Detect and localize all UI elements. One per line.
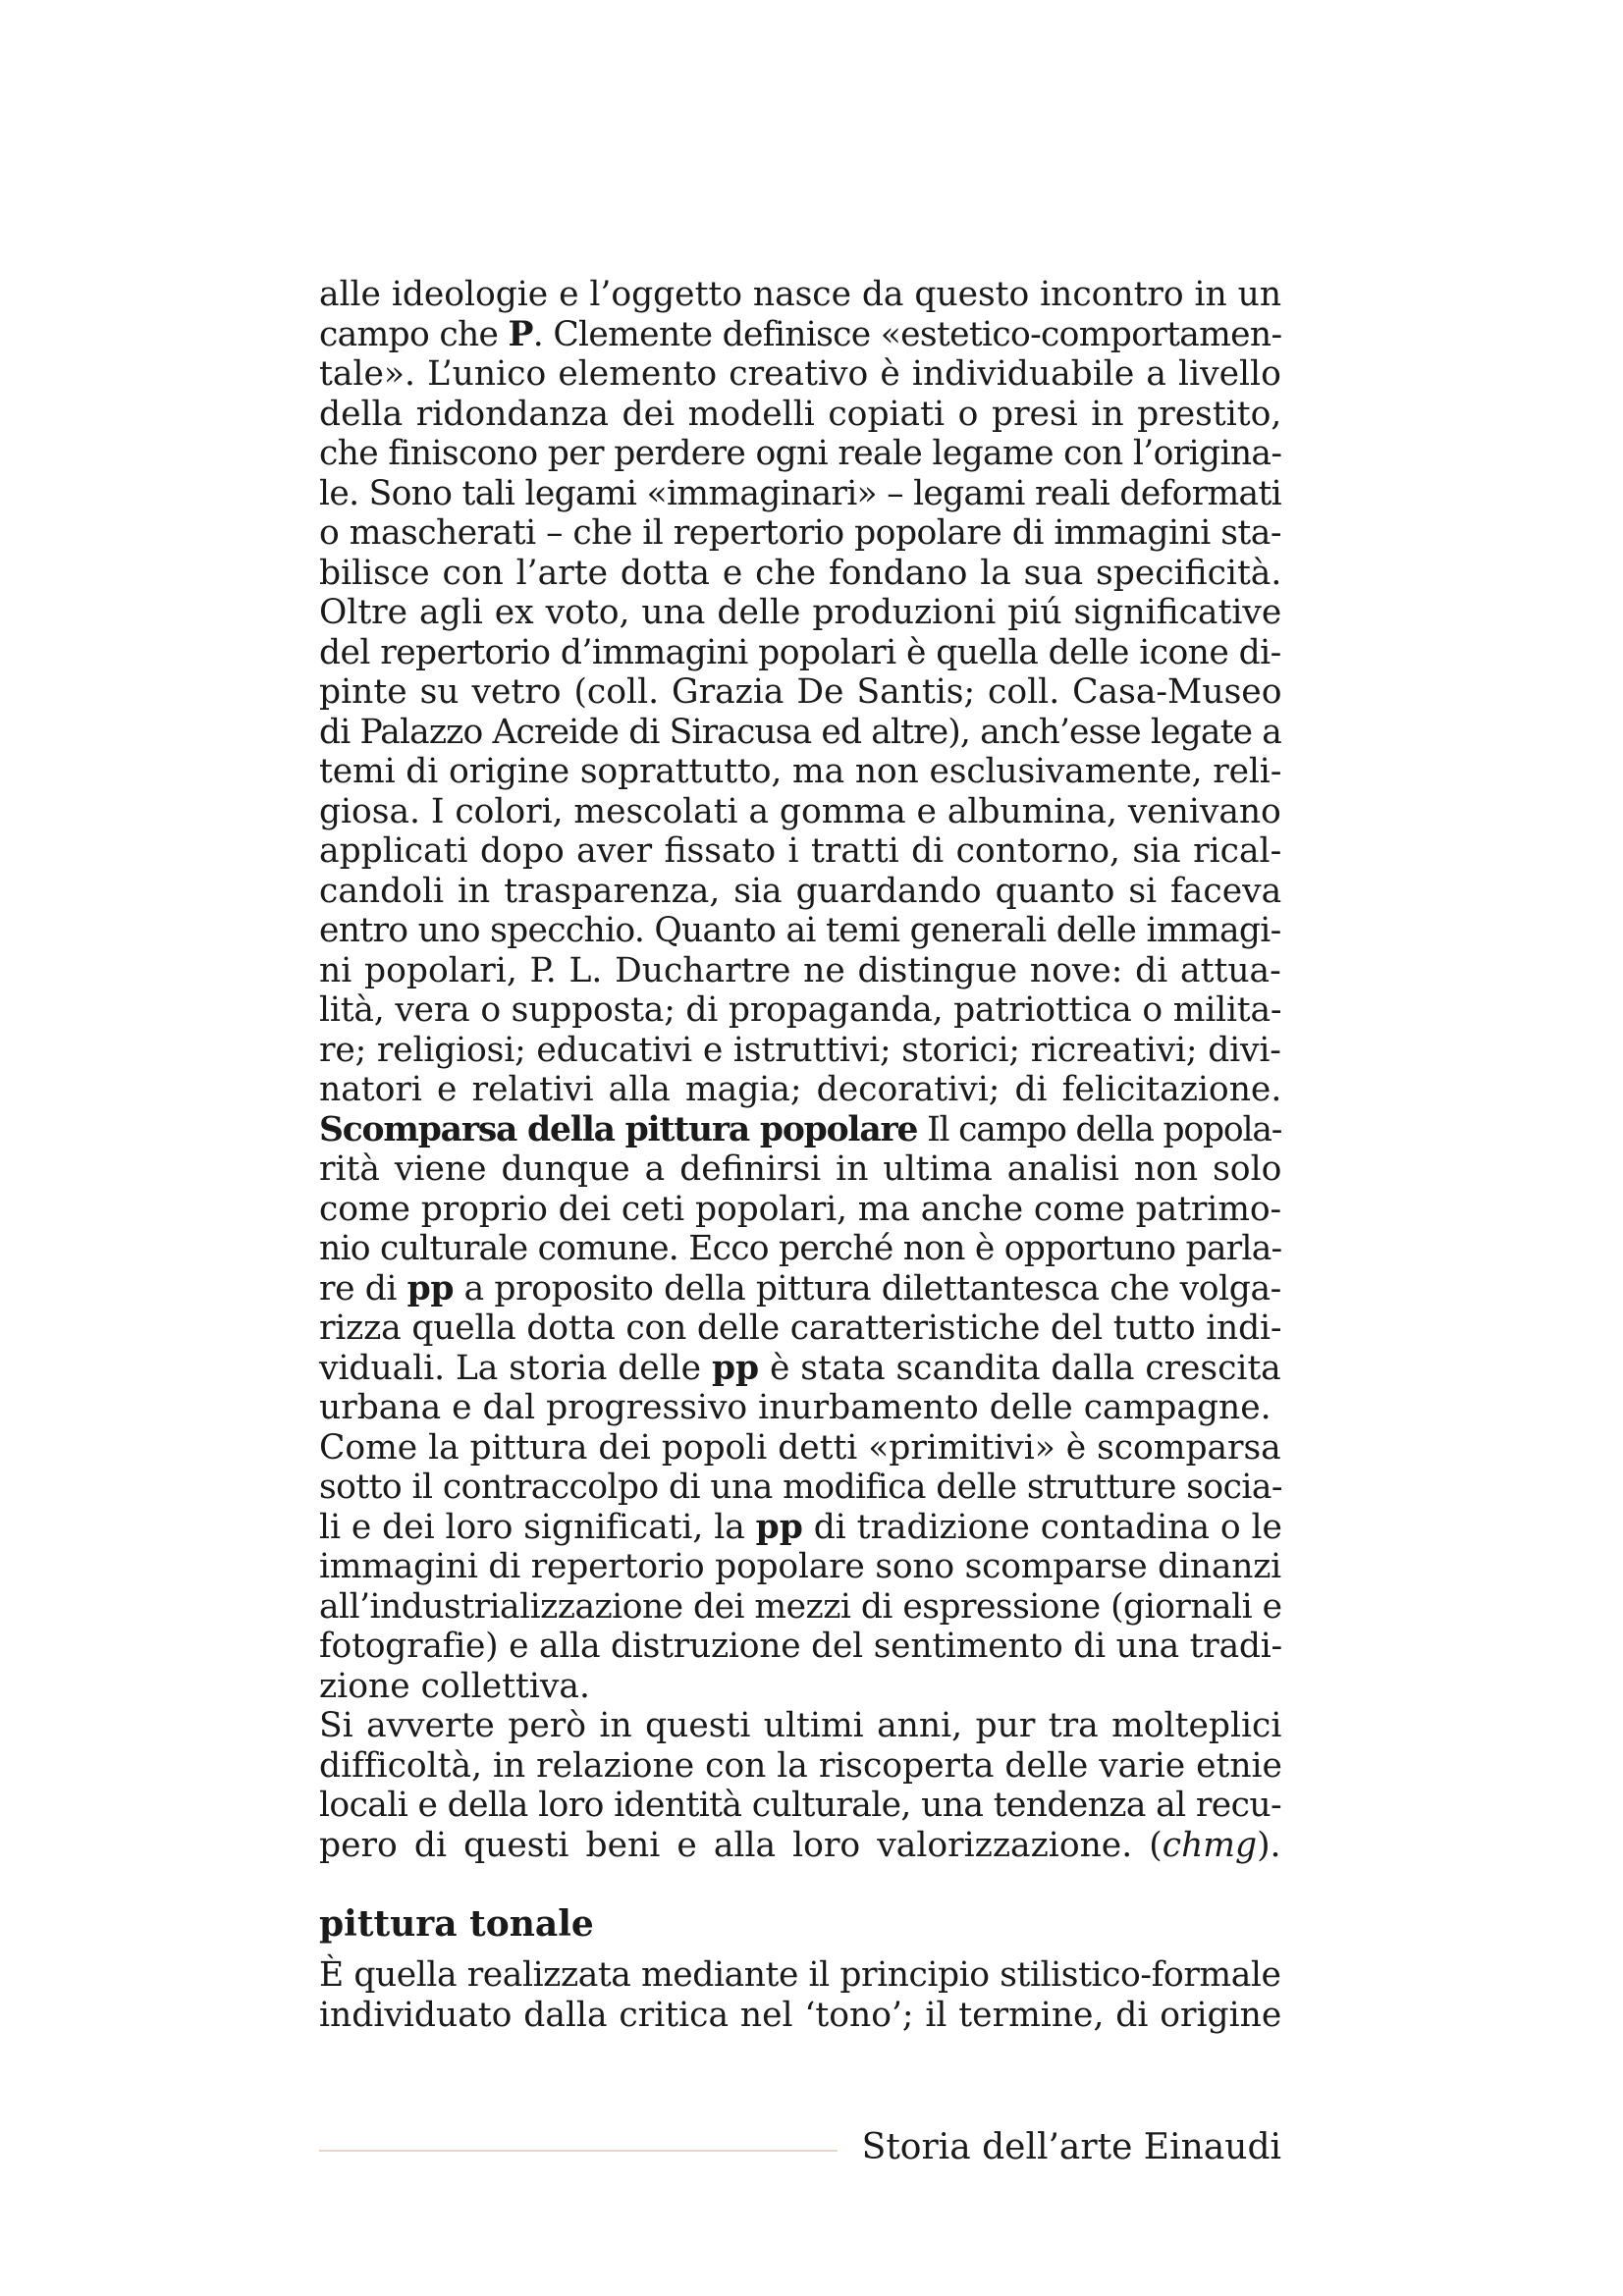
text-line: È quella realizzata mediante il principio stilistico-formale	[319, 1955, 1281, 1995]
text-line: come proprio dei ceti popolari, ma anche come patrimo-	[319, 1189, 1282, 1229]
text-line	[319, 1110, 1281, 1150]
text-line: bilisce con l’arte dotta e che fondano la sua specificità.	[319, 553, 1282, 593]
text-line: che finiscono per perdere ogni reale legame con l’origina-	[319, 434, 1282, 473]
text-run: a proposito della pittura dilettantesca che volga-	[454, 1268, 1281, 1308]
text-line	[319, 1349, 1281, 1389]
text-line: del repertorio d’immagini popolari è quella delle icone di-	[319, 632, 1281, 672]
text-run: Il campo della popola-	[917, 1109, 1282, 1149]
text-line: applicati dopo aver fissato i tratti di contorno, sia rical-	[319, 831, 1282, 871]
main-text	[319, 275, 1281, 1865]
bold-abbreviation: pp	[711, 1348, 760, 1388]
text-line: natori e relativi alla magia; decorativi; di felicitazione.	[319, 1070, 1282, 1109]
text-line: immagini di repertorio popolare sono scomparse dinanzi	[319, 1547, 1281, 1586]
footer-rule	[319, 2150, 838, 2152]
text-line: urbana e dal progressivo inurbamento delle campagne.	[319, 1388, 1271, 1427]
text-line: zione collettiva.	[319, 1666, 590, 1706]
text-line: le. Sono tali legami «immaginari» – legami reali deformati	[319, 473, 1281, 513]
bold-abbreviation: pp	[755, 1507, 803, 1547]
text-line: rizza quella dotta con delle caratteristiche del tutto indi-	[319, 1308, 1282, 1348]
bold-abbreviation: P	[508, 314, 533, 354]
text-run: li e dei loro significati, la	[319, 1507, 756, 1547]
text-line: rità viene dunque a definirsi in ultima analisi non solo	[319, 1149, 1282, 1189]
text-run: . Clemente definisce «estetico-comportamen-	[532, 314, 1282, 354]
text-line: Si avverte però in questi ultimi anni, pur tra molteplici	[319, 1706, 1282, 1745]
text-line: nio culturale comune. Ecco perché non è opportuno parla-	[319, 1229, 1282, 1268]
text-line: sotto il contraccolpo di una modifica delle strutture socia-	[319, 1468, 1282, 1507]
text-line: locali e della loro identità culturale, una tendenza al recu-	[319, 1786, 1281, 1825]
bold-abbreviation: pp	[406, 1268, 455, 1308]
section-heading: Scomparsa della pittura popolare	[319, 1109, 918, 1149]
text-line: Come la pittura dei popoli detti «primitivi» è scomparsa	[319, 1427, 1281, 1468]
text-line: re; religiosi; educativi e istruttivi; storici; ricreativi; divi-	[319, 1030, 1281, 1070]
text-line: all’industrializzazione dei mezzi di espressione (giornali e	[319, 1586, 1282, 1627]
text-line	[319, 315, 1281, 355]
text-run: è stata scandita dalla crescita	[759, 1348, 1281, 1388]
text-line	[319, 1269, 1281, 1309]
text-line: alle ideologie e l’oggetto nasce da questo incontro in un	[319, 275, 1282, 314]
text-line	[319, 1508, 1281, 1548]
text-line: tale». L’unico elemento creativo è individuabile a livello	[319, 354, 1281, 394]
text-line: o mascherati – che il repertorio popolare di immagini sta-	[319, 513, 1282, 553]
text-run: pero di questi beni e alla loro valorizzazione. (	[319, 1825, 1163, 1865]
text-run: re di	[319, 1268, 407, 1308]
text-line: entro uno specchio. Quanto ai temi generali delle immagi-	[319, 911, 1281, 950]
footer-title: Storia dell’arte Einaudi	[861, 2127, 1281, 2167]
text-run: ).	[1257, 1825, 1281, 1865]
text-line: della ridondanza dei modelli copiati o presi in prestito,	[319, 394, 1282, 434]
text-line: individuato dalla critica nel ‘tono’; il termine, di origine	[319, 1995, 1282, 2035]
text-line	[319, 1826, 1281, 1866]
entry-heading: pittura tonale	[319, 1903, 594, 1945]
text-line: difficoltà, in relazione con la riscoperta delle varie etnie	[319, 1745, 1282, 1786]
text-line: fotografie) e alla distruzione del sentimento di una tradi-	[319, 1627, 1282, 1666]
text-run: di tradizione contadina o le	[802, 1507, 1282, 1547]
text-line: candoli in trasparenza, sia guardando quanto si faceva	[319, 871, 1282, 911]
text-run: campo che	[319, 314, 509, 354]
text-line: Oltre agli ex voto, una delle produzioni piú significative	[319, 593, 1282, 632]
text-line: di Palazzo Acreide di Siracusa ed altre), anch’esse legate a	[319, 712, 1281, 752]
text-line: giosa. I colori, mescolati a gomma e albumina, venivano	[319, 791, 1281, 831]
text-line: temi di origine soprattutto, ma non esclusivamente, reli-	[319, 752, 1282, 791]
entry-text	[319, 1955, 1281, 2035]
text-line: lità, vera o supposta; di propaganda, patriottica o milita-	[319, 990, 1282, 1030]
text-line: pinte su vetro (coll. Grazia De Santis; coll. Casa-Museo	[319, 672, 1282, 712]
text-line: ni popolari, P. L. Duchartre ne distingue nove: di attua-	[319, 950, 1281, 990]
author-initials: chmg	[1162, 1825, 1258, 1865]
text-run: viduali. La storia delle	[319, 1348, 712, 1388]
